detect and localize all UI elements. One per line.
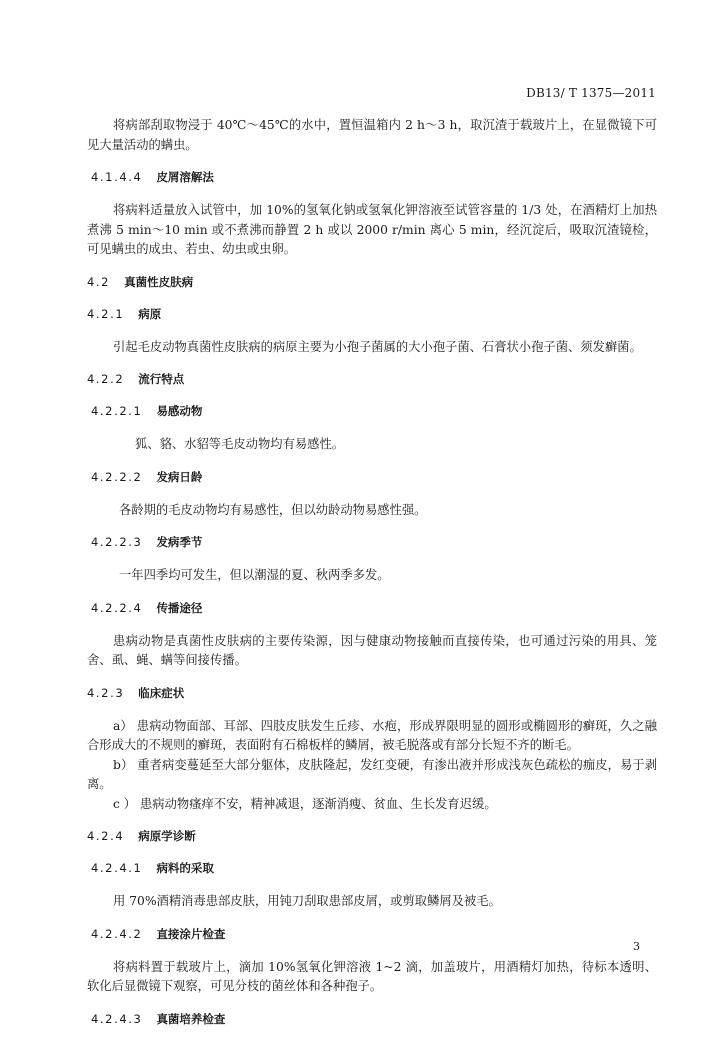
heading-title: 真菌培养检查: [156, 1011, 226, 1026]
paragraph-sample-collection: 用 70%酒精消毒患部皮肤，用钝刀刮取患部皮屑，或剪取鳞屑及被毛。: [113, 894, 501, 908]
heading-4-2-2: [87, 371, 657, 387]
paragraph-susceptible-animals: 狐、貉、水貂等毛皮动物均有易感性。: [135, 437, 345, 451]
document-body: [87, 116, 657, 1043]
heading-4-2-2-4: [87, 600, 657, 616]
heading-title: 真菌性皮肤病: [124, 274, 194, 289]
heading-number: 4.2.2.2: [91, 469, 143, 484]
heading-4-2-4: [87, 828, 657, 844]
paragraph-transmission: 患病动物是真菌性皮肤病的主要传染源，因与健康动物接触而直接传染，也可通过污染的用具、笼舍、虱、蝇、螨等间接传播。: [87, 633, 657, 667]
paragraph-onset-season: 一年四季均可发生，但以潮湿的夏、秋两季多发。: [119, 568, 390, 582]
heading-title: 发病季节: [156, 535, 203, 549]
heading-number: 4.2: [87, 274, 111, 289]
paragraph-pathogen: 引起毛皮动物真菌性皮肤病的病原主要为小孢子菌属的大小孢子菌、石膏状小孢子菌、须发癣菌。: [113, 339, 642, 354]
heading-4-2-4-3: [87, 1011, 657, 1027]
list-item-symptom-c: c ） 患病动物瘙痒不安，精神减退，逐渐消瘦、贫血、生长发育迟缓。: [113, 796, 497, 811]
heading-4-2-4-2: [87, 926, 657, 942]
heading-4-2-4-1: [87, 860, 657, 876]
heading-number: 4.2.1: [87, 306, 125, 321]
heading-number: 4.2.2.4: [91, 600, 143, 615]
heading-4-2-3: [87, 685, 657, 701]
heading-title: 传播途径: [156, 600, 203, 615]
heading-number: 4.2.4.3: [91, 1011, 143, 1026]
heading-title: 病原学诊断: [138, 829, 196, 843]
heading-title: 病原: [138, 306, 162, 321]
heading-title: 直接涂片检查: [156, 926, 226, 941]
heading-title: 易感动物: [156, 404, 203, 418]
heading-number: 4.2.4: [87, 829, 125, 843]
paragraph-intro: 将病部刮取物浸于 40℃～45℃的水中，置恒温箱内 2 h～3 h，取沉渣于载玻片上，在显微镜下可见大量活动的螨虫。: [87, 118, 657, 152]
list-item-symptom-b: b） 重者病变蔓延至大部分躯体，皮肤隆起，发红变硬，有渗出液并形成浅灰色疏松的痂皮，易于剥离。: [87, 757, 657, 791]
heading-title: 临床症状: [138, 685, 185, 700]
heading-title: 流行特点: [138, 372, 185, 386]
heading-4-2-2-3: [87, 534, 657, 550]
heading-4-2-2-1: [87, 403, 657, 419]
heading-4-2: [87, 274, 657, 290]
standard-code: DB13/ T 1375—2011: [526, 86, 656, 100]
paragraph-direct-smear: 将病料置于载玻片上，滴加 10%氢氧化钾溶液 1~2 滴，加盖玻片，用酒精灯加热，待标本透明、软化后显微镜下观察，可见分枝的菌丝体和各种孢子。: [87, 959, 657, 993]
heading-number: 4.2.4.1: [91, 861, 143, 875]
heading-number: 4.2.4.2: [91, 926, 143, 941]
heading-number: 4.2.2.3: [91, 535, 143, 549]
page-number: 3: [633, 940, 640, 953]
list-item-symptom-a: a） 患病动物面部、耳部、四肢皮肤发生丘疹、水疱，形成界限明显的圆形或椭圆形的癣斑，久之融合形成大的不规则的癣斑，表面附有石棉板样的鳞屑，被毛脱落或有部分长短不齐的断毛。: [87, 718, 657, 752]
heading-4-1-4-4: [87, 169, 657, 185]
heading-title: 发病日龄: [156, 469, 203, 484]
heading-title: 皮屑溶解法: [156, 170, 214, 184]
heading-number: 4.1.4.4: [91, 170, 143, 184]
heading-number: 4.2.2: [87, 372, 125, 386]
heading-number: 4.2.2.1: [91, 404, 143, 418]
heading-4-2-1: [87, 306, 657, 322]
paragraph-skin-dissolution: 将病料适量放入试管中，加 10%的氢氧化钠或氢氧化钾溶液至试管容量的 1/3 处，在酒精灯上加热煮沸 5 min～10 min 或不煮沸而静置 2 h 或以 2000 r/min 离心 5 min，经沉淀后，吸取沉渣镜检，可见螨虫的成虫、若虫、幼虫或虫卵。: [87, 203, 657, 256]
paragraph-onset-age: 各龄期的毛皮动物均有易感性，但以幼龄动物易感性强。: [119, 502, 427, 517]
heading-number: 4.2.3: [87, 685, 125, 700]
heading-title: 病料的采取: [156, 861, 214, 875]
heading-4-2-2-2: [87, 469, 657, 485]
